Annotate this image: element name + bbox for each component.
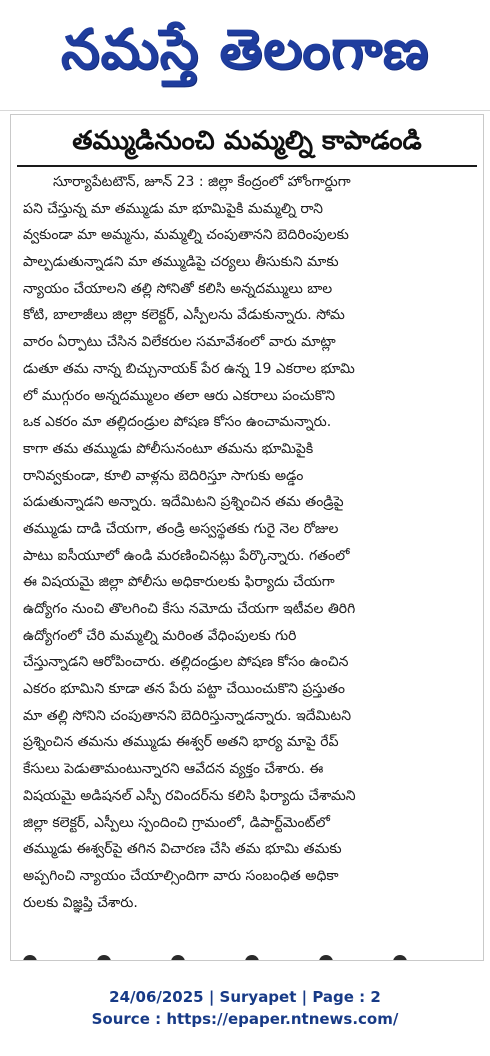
clipping-footer [0,986,490,1030]
article-line: అప్పగించి న్యాయం చేయాల్సిందిగా వారు సంబంధిత అధికా [23,867,339,884]
article-clipping [10,114,484,961]
article-line: సూర్యాపేటటౌన్, జూన్ 23 : జిల్లా కేంద్రంలో హోంగార్డుగా [53,174,351,190]
article-line: జిల్లా కలెక్టర్, ఎస్పీలు స్పందించి గ్రామంలో, డిపార్ట్‌మెంట్‌లో [23,814,330,831]
article-line: విషయమై అడిషనల్ ఎస్పీ రవిందర్‌ను కలిసి ఫిర్యాదు చేశామని [23,787,356,804]
article-line: రానివ్వకుండా, కూలి వాళ్లను బెదిరిస్తూ సాగుకు అడ్డం [23,467,304,484]
article-line: పని చేస్తున్న మా తమ్ముడు మా భూమిపైకి మమ్మల్ని రాని [23,200,323,217]
article-line: తమ్ముడు ఈశ్వర్‌పై తగిన విచారణ చేసి తమ భూమి తమకు [23,841,342,858]
newspaper-masthead [0,0,490,111]
article-line: మా తల్లి సోనిని చంపుతానని బెదిరిస్తున్నాడన్నారు. ఇదేమిటని [23,707,352,724]
article-line: ఉద్యోగం నుంచి తొలగించి కేసు నమోదు చేయగా ఇటీవల తిరిగి [23,601,356,617]
article-headline: తమ్ముడినుంచి మమ్మల్ని కాపాడండి [72,126,422,156]
article-line: న్యాయం చేయాలని తల్లి సోనితో కలిసి అన్నదమ్ములు బాల [23,280,333,297]
article-line: పాటు ఐసీయూలో ఉండి మరణించినట్లు పేర్కొన్నారు. గతంలో [23,547,350,564]
article-line: లో ముగ్గురం అన్నదమ్ములం తలా ఆరు ఎకరాలు పంచుకొని [23,387,336,404]
article-body [23,169,477,916]
article-line: ఎకరం భూమిని కూడా తన పేరు పట్టా చేయించుకొని ప్రస్తుతం [23,681,346,698]
article-line: పడుతున్నాడని అన్నారు. ఇదేమిటని ప్రశ్నించిన తమ తండ్రిపై [23,494,344,511]
article-line: కాగా తమ తమ్ముడు పోలీసునంటూ తమను భూమిపైకి [23,440,314,457]
article-line: రులకు విజ్ఞప్తి చేశారు. [23,894,138,911]
article-line: పాల్పడుతున్నాడని మా తమ్ముడిపై చర్యలు తీసుకుని మాకు [23,254,339,271]
article-line: డుతూ తమ నాన్న బిచ్చునాయక్ పేర ఉన్న 19 ఎకరాల భూమి [23,360,355,377]
next-article-cutoff [23,952,471,960]
article-line: కేసులు పెడుతామంటున్నారని ఆవేదన వ్యక్తం చేశారు. ఈ [23,761,324,778]
source-link: Source : https://epaper.ntnews.com/ [91,1010,399,1028]
article-line: ఒక ఎకరం మా తల్లిదండ్రుల పోషణ కోసం ఉంచామన్నారు. [23,414,332,431]
article-line: ఈ విషయమై జిల్లా పోలీసు అధికారులకు ఫిర్యాదు చేయగా [23,574,335,591]
newspaper-logo: నమస్తే తెలంగాణ [60,17,430,81]
article-line: చేస్తున్నాడని ఆరోపించారు. తల్లిదండ్రుల పోషణ కోసం ఉంచిన [23,654,349,671]
article-line: తమ్ముడు దాడి చేయగా, తండ్రి అస్వస్థతకు గురై నెల రోజుల [23,520,339,537]
article-line: ఉద్యోగంలో చేరి మమ్మల్ని మరింత వేధింపులకు గురి [23,627,297,644]
article-line: కోటి, బాలాజీలు జిల్లా కలెక్టర్, ఎస్పీలను వేడుకున్నారు. సోమ [23,307,345,324]
article-line: ప్రశ్నించిన తమను తమ్ముడు ఈశ్వర్ అతని భార్య మాపై రేప్ [23,734,339,751]
headline-divider [17,165,477,167]
article-line: వ్వకుండా మా అమ్మను, మమ్మల్ని చంపుతానని బెదిరింపులకు [23,227,349,244]
article-line: వారం ఏర్పాటు చేసిన విలేకరుల సమావేశంలో వారు మాట్లా [23,334,336,351]
edition-info: 24/06/2025 | Suryapet | Page : 2 [109,988,381,1006]
